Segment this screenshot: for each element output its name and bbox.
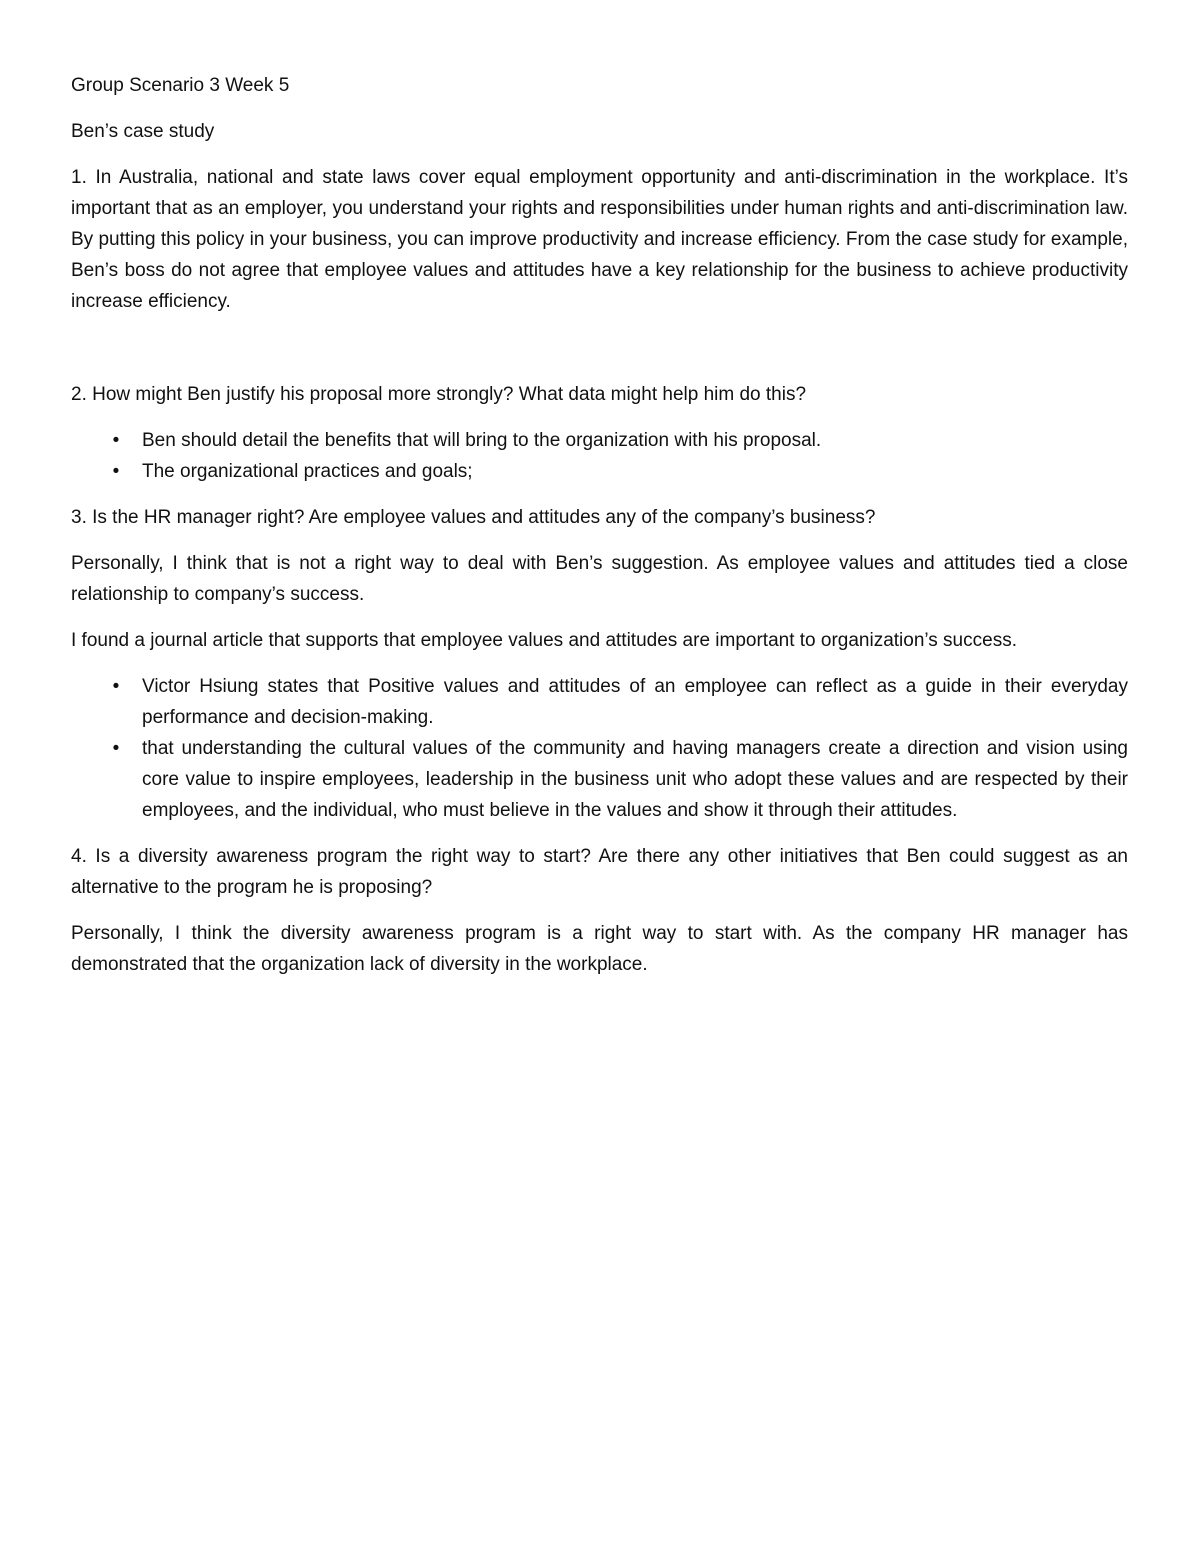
question-3-bullet-list xyxy=(71,671,1128,826)
list-item-text: Ben should detail the benefits that will bring to the organization with his proposal. xyxy=(142,430,822,451)
list-item xyxy=(71,671,1128,733)
answer-3-journal-paragraph: I found a journal article that supports that employee values and attitudes are important to organization’s success. xyxy=(71,630,1017,651)
document-title: Group Scenario 3 Week 5 xyxy=(71,75,290,96)
list-item-text: that understanding the cultural values of the community and having managers create a direction and vision using core value to inspire employees, leadership in the business unit who adopt these values and are respected by their employees, and the individual, who must believe in the values and show it through their attitudes. xyxy=(142,738,1128,821)
bullet-icon: • xyxy=(112,676,120,697)
answer-3-paragraph: Personally, I think that is not a right way to deal with Ben’s suggestion. As employee values and attitudes tied a close relationship to company’s success. xyxy=(71,553,1128,605)
bullet-icon: • xyxy=(112,430,120,451)
list-item-text: The organizational practices and goals; xyxy=(142,461,473,482)
bullet-icon: • xyxy=(112,738,120,759)
question-4: 4. Is a diversity awareness program the right way to start? Are there any other initiatives that Ben could suggest as an alternative to the program he is proposing? xyxy=(71,846,1128,898)
list-item xyxy=(71,456,1128,487)
answer-1-paragraph: 1. In Australia, national and state laws cover equal employment opportunity and anti-discrimination in the workplace. It’s important that as an employer, you understand your rights and responsibilities under human rights and anti-discrimination law. By putting this policy in your business, you can improve productivity and increase efficiency. From the case study for example, Ben’s boss do not agree that employee values and attitudes have a key relationship for the business to achieve productivity increase efficiency. xyxy=(71,167,1128,312)
list-item xyxy=(71,733,1128,826)
list-item-text: Victor Hsiung states that Positive values and attitudes of an employee can reflect as a guide in their everyday performance and decision-making. xyxy=(142,676,1128,728)
bullet-icon: • xyxy=(112,461,120,482)
list-item xyxy=(71,425,1128,456)
document-page xyxy=(71,70,1128,995)
document-subtitle: Ben’s case study xyxy=(71,121,215,142)
answer-4-paragraph: Personally, I think the diversity awareness program is a right way to start with. As the company HR manager has demonstrated that the organization lack of diversity in the workplace. xyxy=(71,923,1128,975)
question-3: 3. Is the HR manager right? Are employee values and attitudes any of the company’s business? xyxy=(71,507,876,528)
question-2-bullet-list xyxy=(71,425,1128,487)
question-2: 2. How might Ben justify his proposal more strongly? What data might help him do this? xyxy=(71,384,807,405)
